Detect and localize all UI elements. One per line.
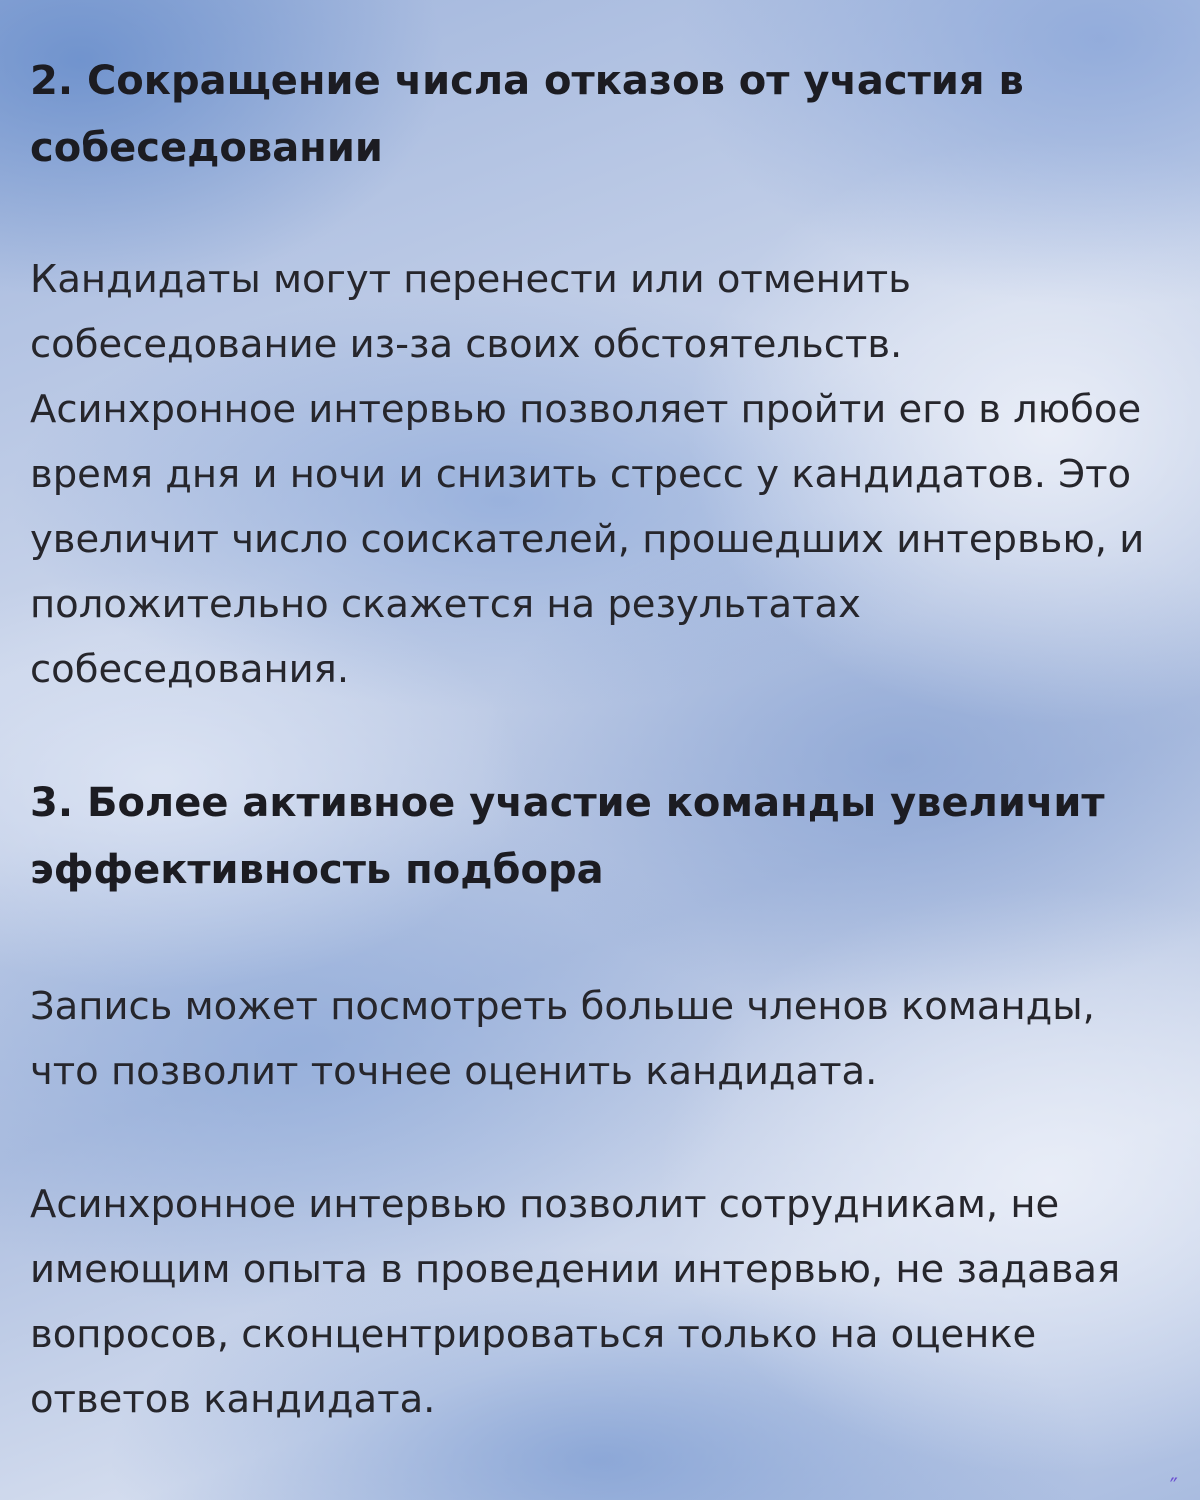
section-3-paragraph-2: Асинхронное интервью позволит сотрудникам, не имеющим опыта в проведении интервью, не задавая вопросов, сконцентрироваться только на оценке ответов кандидата. — [30, 1182, 1121, 1422]
section-2-paragraph: Кандидаты могут перенести или отменить собеседование из-за своих обстоятельств. Асинхронное интервью позволяет пройти его в любое время дня и ночи и снизить стресс у кандидатов. Это увеличит число соискателей, прошедших интервью, и положительно скажется на результатах собеседования. — [30, 257, 1145, 692]
section-3-paragraph-1: Запись может посмотреть больше членов команды, что позволит точнее оценить кандидата. — [30, 984, 1095, 1094]
section-2-heading: 2. Сокращение числа отказов от участия в собеседовании — [30, 58, 1024, 171]
slide-content — [30, 48, 1170, 1432]
section-3-heading: 3. Более активное участие команды увеличит эффективность подбора — [30, 780, 1105, 893]
corner-decoration-icon: ″ — [1169, 1475, 1178, 1500]
